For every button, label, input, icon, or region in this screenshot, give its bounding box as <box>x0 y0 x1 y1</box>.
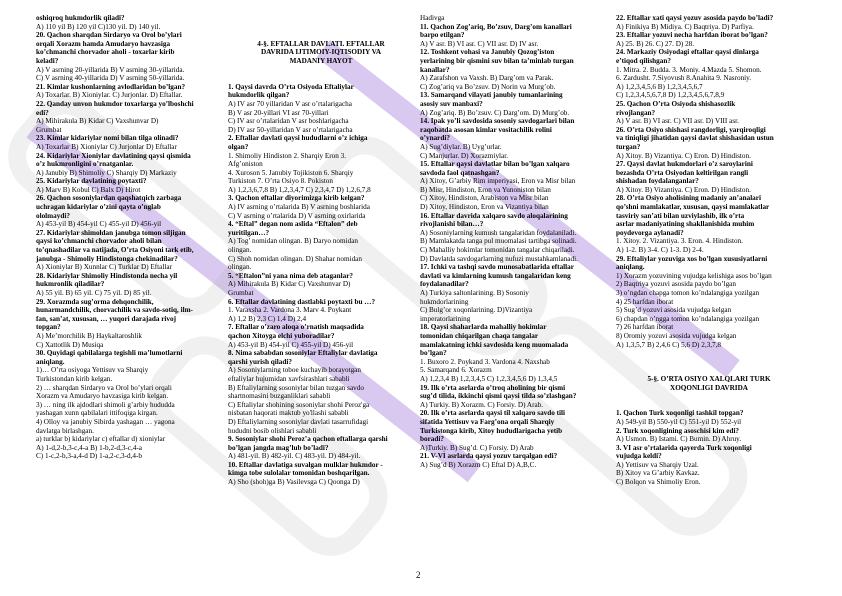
question-text: 21. V-VI asrlarda qaysi yozuv tarqalgan edi? <box>420 452 558 461</box>
spacer <box>616 401 802 410</box>
question-text: aniqlang. <box>616 263 645 272</box>
question-text: 26. Qachon sosoniylardan qaqshatqich zarbaga <box>36 194 182 203</box>
answer-text: A) Sug’d B) Xorazm C) Eftal D) A,B,C. <box>420 460 537 469</box>
answer-text: A) Tog’ nomidan olingan. B) Daryo nomidan <box>228 237 358 246</box>
question-text: olgan? <box>228 142 249 151</box>
answer-text: B) Eftaliylarning sosoniylar bilan tuzgan savdo <box>228 383 364 392</box>
question-text: to’qnashadilar va natijada, O’rta Osiyoni tark etib, <box>36 246 194 255</box>
answer-text: 3) … ning ilk ajdodlari shimoli g’arbiy hududda <box>36 400 175 409</box>
question-text: 13. Samarqand vilayati janubiy tumanlarining <box>420 91 563 100</box>
answer-text: A) 25. B) 26. C) 27. D) 28. <box>616 39 695 48</box>
answer-text: Xorazm va Amudaryo havzasiga kirib kelgan. <box>36 392 169 401</box>
answer-text: Grumbat <box>228 289 254 297</box>
answer-text: A) Toxarlar. B) Xioniylar. C) Jurjonlar. D) Eftallar. <box>36 91 183 100</box>
answer-text: 4. Xuroson 5. Janubiy Tojikiston 6. Sharqiy <box>228 168 354 177</box>
answer-text: A) V asr. B) VI asr. C) VII asr. D) IV asr. <box>420 39 539 48</box>
question-text: boradi? <box>420 435 444 444</box>
answer-text: 7) 26 harfdan iborat <box>616 323 674 332</box>
question-text: qachon Xitoyga elchi yuboradilar? <box>228 331 335 340</box>
question-text: rivojlangan? <box>616 108 656 117</box>
question-text: 4. “Eftal” degan nom aslida “Eftalon” deb <box>228 220 358 229</box>
spacer <box>616 349 802 358</box>
spacer <box>228 31 414 40</box>
question-text: yuritilgan…? <box>228 228 270 237</box>
answer-text: A) 1,2 B) 2,3 C) 1,4 D) 2,4 <box>228 314 307 323</box>
answer-text: A) 453-yil B) 454-yil C) 455-yil D) 456-yil <box>228 340 354 349</box>
spacer <box>228 74 414 83</box>
answer-text: A) Xioniylar B) Xunnlar C) Turklar D) Eftallar <box>36 263 172 272</box>
question-text: asosiy suv manbaxi? <box>420 99 483 108</box>
question-text: oshiqroq hukmdorlik qiladi? <box>36 14 125 22</box>
answer-text: C) Mahalliy hokimlar tomonidan tangalar chiqariladi. <box>420 246 575 255</box>
answer-text: yashagan xunn qabilalari ittifoqiga kirgan. <box>36 409 158 418</box>
question-text: janubga - Shimoliy Hindistonga chekinadilar? <box>36 254 178 263</box>
question-text: 23. Eftallar yozuvi necha harfdan iborat bo’lgan? <box>616 31 768 40</box>
question-text: shishadan foydalanganlar? <box>616 177 699 186</box>
page-number: 2 <box>416 570 421 580</box>
answer-text: A) Finikiya B) Midiya. C) Baqtriya. D) Parfiya. <box>616 22 754 31</box>
section-heading: XOQONLIGI DAVRIDA <box>670 383 748 392</box>
answer-text: D) IV asr 50-yillaridan V asr o’rtalarigacha <box>228 125 353 134</box>
question-text: 3. VI asr o’rtalarida qayerda Turk xoqonligi <box>616 443 752 452</box>
answer-text: A) IV asr 70 yillaridan V asr o’rtalarigacha <box>228 99 352 108</box>
answer-text: 1. Xitoy. 2. Vizantiya. 3. Eron. 4. Hindiston. <box>616 237 743 246</box>
answer-text: C) 1-c,2-b,3-a,4-d D) 1-a,2-c,3-d,4-b <box>36 452 142 461</box>
answer-text: 1. Buxoro 2. Poykand 3. Vardona 4. Naxshab <box>420 357 550 366</box>
answer-text: C) Bolqon va Shimoliy Eron. <box>616 478 701 487</box>
answer-text: 1. Varaxsha 2. Vardona 3. Marv 4. Poykant <box>228 306 352 315</box>
answer-text: A) Turkiy. B) Xorazm. C) Forsiy. D) Arab. <box>420 400 544 409</box>
question-text: 3. Qachon eftallar diyorimizga kirib kelgan? <box>228 194 365 203</box>
question-text: barpo etilgan? <box>420 31 465 40</box>
answer-text: 1)… O’rta osiyoga Yettisuv va Sharqiy <box>36 366 149 375</box>
answer-text: A) 1-2. B) 3-4. C) 1-3. D) 2-4. <box>616 246 704 255</box>
answer-text: D) Davlatda savdogarlarning nufuzi mustahkamlanadi. <box>420 254 578 263</box>
answer-text: B) Mamlakatda tanga pul muomalasi tartibga solinadi. <box>420 237 577 246</box>
question-text: fan, san’at, xususan, … yuqori darajada rivoj <box>36 314 176 323</box>
question-text: qarshi yurish qiladi? <box>228 357 292 366</box>
answer-text: C) Bulg’or xoqonlarining. D)Vizantiya <box>420 306 533 315</box>
answer-text: Turkiston 7. O’rta Osiyo 8. Pokiston <box>228 177 333 186</box>
answer-text: C) Xitoy, Hindiston, Arabiston va Misr bilan <box>420 194 549 203</box>
answer-text: Turkistondan kirib kelgan. <box>36 374 113 383</box>
question-text: 10. Eftallar davlatiga suvalgan mulklar hukmdor - <box>228 460 383 469</box>
answer-text: B) V asr 20-yillari VI asr 70-yillari <box>228 108 329 117</box>
question-text: 11. Qachon Zog’ariq, Bo’zsuv, Darg’om kanallari <box>420 22 572 31</box>
question-text: sug’d tilida, ikkinchi qismi qaysi tilda so’zlashgan? <box>420 392 577 401</box>
answer-text: A) Zarafshon va Vaxsh. B) Darg’om va Parak. <box>420 74 554 83</box>
question-text: rivojlanishi bilan…? <box>420 220 484 229</box>
question-text: bo’lgan jangda mag’lub bo’ladi? <box>228 443 329 452</box>
question-text: 14. Ipak yo’li savdosida sosoniy savdogarlari bilan <box>420 117 575 126</box>
answer-text: A) Mihirakula B) Kidar C) Vaxshunvar D) <box>228 280 351 289</box>
question-text: 22. Qanday unvon hukmdor toxarlarga yo’lboshchi <box>36 99 194 108</box>
answer-text: olingan. <box>228 263 252 272</box>
answer-text: A) Janubiy B) Shimoliy C) Sharqiy D) Markaziy <box>36 168 177 177</box>
question-text: foydalanadilar? <box>420 280 469 289</box>
answer-text: Grumbat <box>36 125 62 134</box>
question-text: 18. Qaysi shaharlarda mahalliy hokimlar <box>420 323 547 332</box>
answer-text: 5. Samarqand 6. Xorazm <box>420 366 492 375</box>
answer-text: A) Me’morchilik B) Haykaltaroshlik <box>36 331 142 340</box>
answer-text: hududni bosib olishlari sababli <box>228 426 317 435</box>
answer-text: A) Toxarlar B) Xioniylar C) Jurjonlar D) Eftallar <box>36 142 177 151</box>
section-heading: 5-§. O’RTA OSIYO XALQLARI TURK <box>647 374 771 383</box>
answer-text: imperatorlarining <box>420 314 471 323</box>
answer-text: A) Turkiya saltonlarining. B) Sosoniy <box>420 289 529 297</box>
question-text: yerlarining bir qismini suv bilan ta’minlab turgan <box>420 56 574 65</box>
section-heading: DAVRIDA IJTIMOIY-IQTISODIY VA <box>260 48 382 57</box>
question-text: orqali Xorazm hamda Amudaryo havzasiga <box>36 39 171 48</box>
question-text: 21. Kimlar kushonlarning avlodlaridan bo’lgan? <box>36 82 186 91</box>
question-text: ololmaydi? <box>36 211 70 220</box>
answer-text: Afg’oniston <box>228 160 263 169</box>
question-text: davlati va kimlarning kumush tangalaridan keng <box>420 271 571 280</box>
answer-text: A) 110 yil B) 120 yil C)130 yil. D) 140 yil. <box>36 22 161 31</box>
question-text: 28. O’rta Osiyo aholisining madaniy an’analari <box>616 194 761 203</box>
question-text: 20. Qachon sharqdan Sirdaryo va Orol bo’ylari <box>36 31 182 40</box>
answer-text: A) V asr. B) VI asr. C) VII asr. D) VIII asr. <box>616 117 739 126</box>
answer-text: A) Marv B) Kobul C) Balx D) Hirot <box>36 185 141 194</box>
question-text: 6. Eftallar davlatining dastlabki poytaxti bu …? <box>228 297 376 306</box>
text-column-2 <box>228 14 414 574</box>
question-text: raqobatda asosan kimlar vositachilik rolini <box>420 125 552 134</box>
answer-text: 4) Olloy va janubiy Sibirda yashagan … yagona <box>36 417 175 426</box>
question-text: 28. Kidariylar Shimoliy Hindistonda necha yil <box>36 271 178 280</box>
question-text: tomonidan chiqarilgan chaqa tangalar <box>420 331 539 340</box>
answer-text: C) 1,2,3,4,5,6,7,8 D) 1,2,3,4,5,6,7,8,9 <box>616 91 725 100</box>
question-text: edi? <box>36 108 49 117</box>
answer-text: A) 1-d,2-b,3-c,4-a B) 1-b,2-d,3-c,4-a <box>36 443 142 452</box>
answer-text: nisbatan haqorati maktub yo'llashi sababli <box>228 409 349 418</box>
question-text: 23. Kimlar kidariylar nomi bilan tilga olinadi? <box>36 134 179 143</box>
answer-text: C) Shoh nomidan olingan. D) Shahar nomidan <box>228 254 362 263</box>
answer-text: 8) Oromiy yozuvi asosida vujudga kelgan <box>616 331 737 340</box>
question-text: Turkistonga kirib, Xitoy hududlarigacha yetib <box>420 426 563 435</box>
answer-text: B) Misr, Hindiston, Eron va Yunoniston bilan <box>420 185 551 194</box>
text-column-3 <box>420 14 606 574</box>
answer-text: hukmdorlarining <box>420 297 469 306</box>
answer-text: A) IV asrning o’rtalarida B) V asrning boshlarida <box>228 203 370 212</box>
answer-text: A) V asrning 20-yillarida B) V asrning 30-yillarida. <box>36 65 185 74</box>
answer-text: 1) Xorazm yozuvining vujudga kelishiga asos bo’lgan <box>616 271 772 280</box>
answer-text: 1. Mitra. 2. Budda. 3. Moniy. 4.Mazda 5. Shomon. <box>616 65 762 74</box>
question-text: 2. Eftallar davlati qaysi hududlarni o’z ichiga <box>228 134 368 143</box>
answer-text: A) Sosoniylarning kumush tangalaridan foydalaniladi. <box>420 228 577 237</box>
question-text: kanallar? <box>420 65 450 74</box>
question-text: 27. Kidariylar shimoldan janubga tomon siljigan <box>36 228 186 237</box>
text-column-1 <box>36 14 222 574</box>
question-text: savdoda faol qatnashgan? <box>420 168 500 177</box>
section-heading: 4-§. EFTALLAR DAVLATI. EFTALLAR <box>257 39 385 48</box>
question-text: 24. Kidariylar Xioniylar davlatining qaysi qismida <box>36 151 191 160</box>
question-text: va tiniqligi jihatidan qaysi davlat shishasidan ustun <box>616 134 774 143</box>
spacer <box>228 23 414 32</box>
answer-text: Hadivga <box>420 14 445 22</box>
question-text: 1. Qachon Turk xoqonligi tashkil topgan? <box>616 409 744 418</box>
question-text: kimga tobe sulolalar tomonidan boshqarilgan. <box>228 469 370 478</box>
answer-text: C) Xattotlik D) Musiqa <box>36 340 104 349</box>
answer-text: D) Xitoy, Hindiston, Eron va Vizantiya bilan <box>420 203 549 212</box>
question-text: 30. Quyidagi qabilalarga tegishli ma’lumotlarni <box>36 349 183 358</box>
answer-text: C) V asrning 40-yillarida D) V asrning 50-yillarida. <box>36 74 185 83</box>
answer-text: C) Eftaliylar shohining sosoniylar shohi Peroz'ga <box>228 400 370 409</box>
question-text: 5. “Eftalon”ni yana nima deb ataganlar? <box>228 271 353 280</box>
question-text: aniqlang. <box>36 357 65 366</box>
answer-text: A) 1,2,3,4 B) 1,2,3,4,5 C) 1,2,3,4,5,6 D) 1,3,4,5 <box>420 374 558 383</box>
question-text: 25. Kidariylar davlatining poytaxti? <box>36 177 147 186</box>
section-heading: MADANIY HAYOT <box>289 56 353 65</box>
answer-text: A) Xitoy, G’arbiy Rim imperiyasi, Eron va Misr bilan <box>420 177 576 186</box>
answer-text: 6) chapdan o’ngga tomon ko’ndalangiga yozilgan <box>616 314 760 323</box>
answer-text: eftaliylar hujumidan xavfsirashlari sababli <box>228 374 350 383</box>
answer-text: A) 481-yil. B) 482-yil. C) 483-yil. D) 484-yil. <box>228 452 361 461</box>
question-text: hukmdorlik qilgan? <box>228 91 290 100</box>
question-text: uchragan kidariylar o’zini qayta o’nglab <box>36 203 161 212</box>
answer-text: A) 55 yil. B) 65 yil. C) 75 yil. D) 85 yil. <box>36 289 152 297</box>
answer-text: 5) Sug’d yozuvi asosida vujudga kelgan <box>616 306 732 315</box>
question-text: 26. O’rta Osiyo shishasi rangdorligi, yarqiroqligi <box>616 125 766 134</box>
answer-text: C) Manjurlar. D) Xorazmiylar. <box>420 151 509 160</box>
answer-text: C) V asrning o’rtalarida D) V asrning oxirlarida <box>228 211 366 220</box>
answer-text: C) Zog’ariq va Bo’zsuv. D) Norin va Murg’ob. <box>420 82 556 91</box>
answer-text: 6. Zardusht. 7.Siyovush 8.Anahita 9. Nasroniy. <box>616 74 752 83</box>
question-text: 20. Ilk o’rta asrlarda qaysi til xalqaro savdo tili <box>420 409 566 418</box>
question-text: o’z hukmronligini o’rnatganlar. <box>36 160 134 169</box>
answer-text: A) 549-yil B) 550-yil C) 551-yil D) 552-yil <box>616 417 742 426</box>
question-text: 29. Eftaliylar yozuviga xos bo’lgan xususiyatlarni <box>616 254 768 263</box>
answer-text: 3) o’ngdan chapga tomon ko’ndalangiga yozilgan <box>616 289 760 297</box>
answer-text: olingan. <box>228 246 252 255</box>
answer-text: A) 1,2,3,6,7,8 B) 1,2,3,4,7 C) 2,3,4,7 D) 1,2,6,7,8 <box>228 185 371 194</box>
answer-text: A) Sho (shoh)ga B) Vasilevsga C) Qoonga D) <box>228 478 360 487</box>
question-text: sifatida Yettisuv va Farg’ona orqali Sharqiy <box>420 417 555 426</box>
question-text: 27. Qaysi davlat hukmdorlari o’z saroylarini <box>616 160 753 169</box>
answer-text: 4) 25 harfdan iborat <box>616 297 674 306</box>
question-text: qaysi ko’chmanchi chorvador aholi bilan <box>36 237 162 246</box>
question-text: o’ynardi? <box>420 134 450 143</box>
question-text: 12. Toshkent vohasi va Janubiy Qozog’iston <box>420 48 555 57</box>
question-text: asrlar madaniyatining shakllanishida muhim <box>616 220 755 229</box>
answer-text: 2) Baqtriya yozuvi asosida paydo bo’lgan <box>616 280 736 289</box>
question-text: 24. Markaziy Osiyodagi eftallar qaysi dinlarga <box>616 48 759 57</box>
question-text: 2. Turk xoqonligining asoschisi kim edi? <box>616 426 740 435</box>
question-text: turgan? <box>616 142 641 151</box>
spacer <box>228 14 414 23</box>
question-text: 8. Nima sababdan sosoniylar Eftaliylar davlatiga <box>228 349 378 358</box>
question-text: 9. Sosoniylar shohi Peroz’a qachon eftallarga qarshi <box>228 435 388 444</box>
question-text: ko’chmanchi chorvador aholi - toxarlar kirib <box>36 48 175 57</box>
question-text: vujudga keldi? <box>616 452 662 461</box>
answer-text: A) Sug’diylar. B) Uyg’urlar. <box>420 142 502 151</box>
answer-text: A)Turkiy. B) Sug’d. C) Forsiy. D) Arab <box>420 443 534 452</box>
spacer <box>616 366 802 375</box>
answer-text: 1. Shimoliy Hindiston 2. Sharqiy Eron 3. <box>228 151 346 160</box>
text-column-4 <box>616 14 802 574</box>
question-text: 7. Eftallar o’zaro aloqa o’rnatish maqsadida <box>228 323 364 332</box>
question-text: e’tiqod qilishgan? <box>616 56 671 65</box>
spacer <box>616 358 802 367</box>
question-text: bo’lgan? <box>420 349 447 358</box>
question-text: keladi? <box>36 56 59 65</box>
answer-text: A) Sosoniylarning toboe kuchayib borayotgan <box>228 366 361 375</box>
question-text: hukmronlik qiladilar? <box>36 280 105 289</box>
answer-text: shartnomasini buzganliklari sababli <box>228 392 331 401</box>
question-text: 29. Xorazmda sug’orma dehqonchilik, <box>36 297 154 306</box>
answer-text: A) 1,2,3,4,5,6 B) 1,2,3,4,5,6,7 <box>616 82 703 91</box>
answer-text: A) Xitoy. B) Vizantiya. C) Eron. D) Hindiston. <box>616 151 751 160</box>
answer-text: davlatga birlashgan. <box>36 426 94 435</box>
answer-text: C) IV asr o’rtalaridan V asr boshlarigacha <box>228 117 349 126</box>
question-text: 17. Ichki va tashqi savdo munosabatlarida eftallar <box>420 263 574 272</box>
answer-text: B) Xitoy va G’arbiy Kavkaz. <box>616 469 700 478</box>
question-text: 19. Ilk o’rta asrlarda o’troq aholining bir qismi <box>420 383 566 392</box>
question-text: poydevorga aylanadi? <box>616 228 684 237</box>
question-text: tasviriy san’ati bilan uzviylashib, ilk o’rta <box>616 211 745 220</box>
answer-text: A) Usmon. B) Istami. C) Bumin. D) Ahruy. <box>616 435 742 444</box>
question-text: 25. Qachon O’rta Osiyoda shishasozlik <box>616 99 736 108</box>
answer-text: 2) … sharqdan Sirdaryo va Orol bo’ylari orqali <box>36 383 172 392</box>
answer-text: D) Eftaliylarning sosoniylar davlati tasarrufidagi <box>228 417 369 426</box>
question-text: 1. Qaysi davrda O’rta Osiyoda Eftaliylar <box>228 82 354 91</box>
question-text: hunarmandchilik, chorvachilik va savdo-sotiq, ilm- <box>36 306 193 315</box>
question-text: qo’shni mamlakatlar, xususan, qaysi mamlakatlar <box>616 203 770 212</box>
question-text: mamlakatning ichki savdosida keng muomalada <box>420 340 569 349</box>
spacer <box>228 66 414 75</box>
answer-text: a) turklar b) kidariylar c) eftallar d) xioniylar <box>36 435 166 444</box>
question-text: 22. Eftallar xati qaysi yozuv asosida paydo bo’ladi? <box>616 14 774 22</box>
question-text: topgan? <box>36 323 61 332</box>
answer-text: A) 1,3,5,7 B) 2,4,6 C) 5,6 D) 2,3,7,8 <box>616 340 722 349</box>
answer-text: A) Mihirakula B) Kidar C) Vaxshunvar D) <box>36 117 159 126</box>
answer-text: A) 453-yil B) 454-yil C) 455-yil D) 456-yil <box>36 220 162 229</box>
answer-text: A) Zog’ariq. B) Bo’zsuv. C) Darg’om. D) Murg’ob. <box>420 108 570 117</box>
answer-text: A) Xitoy. B) Vizantiya. C) Eron. D) Hindiston. <box>616 185 751 194</box>
spacer <box>616 392 802 401</box>
question-text: bezashda O’rta Osiyodan keltirilgan rangli <box>616 168 749 177</box>
question-text: 15. Eftallar qaysi davlatlar bilan bo’lgan xalqaro <box>420 160 570 169</box>
answer-text: A) Yettisuv va Sharqiy Uzal. <box>616 460 699 469</box>
question-text: 16. Eftallar davrida xalqaro savdo aloqalarining <box>420 211 568 220</box>
